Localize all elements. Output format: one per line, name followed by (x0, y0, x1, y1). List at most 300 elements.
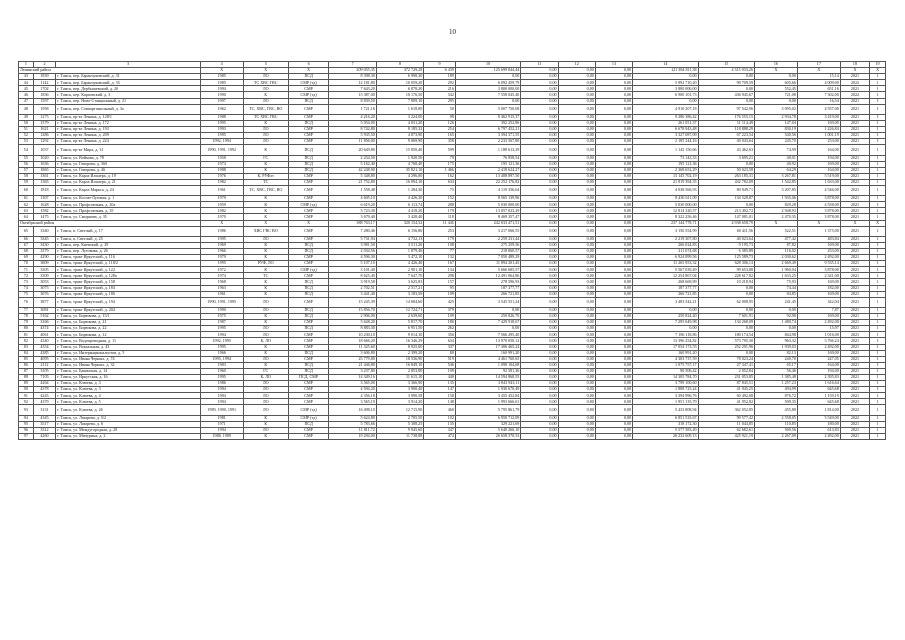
table-cell: 216 (424, 86, 456, 92)
table-cell: 9 286 386,42 (633, 114, 698, 120)
table-cell: 0,00 (595, 242, 632, 248)
table-cell: 3 565,19 (329, 399, 376, 405)
table-cell: 4385 (33, 350, 56, 356)
table-cell: 69 (19, 255, 34, 261)
table-cell: 12 814 320,57 (633, 208, 698, 214)
table-cell: 0,00 (521, 320, 558, 326)
table-cell: ЛО (243, 381, 288, 387)
table-cell: К (243, 285, 288, 291)
section-total-cell: 121 384 811,38 (633, 68, 698, 74)
table-cell: 109 (424, 368, 456, 374)
table-cell: ЛО (243, 326, 288, 332)
table-cell: 1963 (200, 285, 243, 291)
table-cell: 2022 (840, 80, 869, 86)
table-cell: СМР (288, 139, 329, 145)
section-total-cell: 372 729,28 (376, 68, 423, 74)
section-total-cell: X (243, 220, 288, 226)
table-cell: 3 878,00 (797, 196, 840, 202)
section-total-cell: X (870, 220, 886, 226)
table-cell: г. Томск, ул. Карла Ильмера, д. 19 (56, 173, 201, 179)
table-cell: 99 577,42 (698, 415, 754, 421)
table-cell: 118 (424, 214, 456, 220)
table-cell: 2 906,00 (329, 314, 376, 320)
table-cell: 0,00 (558, 120, 595, 126)
table-cell: 53 (19, 139, 34, 145)
table-cell: 1 188 613,29 (455, 145, 520, 155)
table-cell: 3 224,00 (376, 114, 423, 120)
table-cell: 0,00 (698, 86, 754, 92)
table-cell: 40 043,64 (698, 139, 754, 145)
table-cell: 4 461 760,65 (455, 356, 520, 362)
table-cell: 2021 (840, 393, 869, 399)
header-cell: 2 (33, 62, 56, 68)
table-cell: 93 (19, 405, 34, 415)
table-cell: 187 377,77 (633, 285, 698, 291)
table-cell: 0,00 (558, 320, 595, 326)
table-cell: СМР (288, 179, 329, 185)
table-cell: 292 (424, 80, 456, 86)
table-cell: 2021 (840, 114, 869, 120)
section-total-cell: X (797, 68, 840, 74)
table-cell: ПСД (288, 167, 329, 173)
table-cell: 0,00 (521, 374, 558, 380)
section-total-cell: X (754, 220, 797, 226)
table-cell: 0,00 (595, 167, 632, 173)
table-cell: 0,00 (595, 139, 632, 145)
table-cell: 13 408 897,50 (455, 173, 520, 179)
table-cell: г. Томск, пер. Баранчуковский, д. 31 (56, 74, 201, 80)
table-cell: г. Томск, тракт Иркутский, д. 116 (56, 255, 201, 261)
table-cell: г. Томск, ул. Профсоюзная, д. 35 (56, 208, 201, 214)
table-cell: СМР (288, 255, 329, 261)
table-cell: 2021 (840, 185, 869, 195)
table-cell: 96 (19, 427, 34, 433)
table-cell: 3 419,00 (797, 114, 840, 120)
table-cell: 0,00 (521, 297, 558, 307)
table-cell: 605,66 (754, 80, 797, 86)
table-cell: 0,00 (595, 127, 632, 133)
table-cell: 0,00 (595, 415, 632, 421)
table-cell: ПСД (288, 368, 329, 374)
table-cell: 2021 (840, 214, 869, 220)
table-cell: 86 (19, 362, 34, 368)
table-cell: 41 945,25 (698, 387, 754, 393)
table-cell: 0,00 (595, 320, 632, 326)
table-cell: 11 044,85 (698, 421, 754, 427)
table-cell: 2021 (840, 127, 869, 133)
table-cell: 0,00 (558, 173, 595, 179)
table-cell: 49 (19, 114, 34, 120)
table-cell: 275 259,56 (455, 242, 520, 248)
table-cell: 62 008,95 (698, 297, 754, 307)
table-cell: 74,99 (754, 145, 797, 155)
table-cell: ГС (243, 155, 288, 161)
table-cell: 6 678 943,48 (633, 127, 698, 133)
table-cell: 4260 (33, 433, 56, 439)
table-cell: 169,00 (797, 279, 840, 285)
table-cell: 1994 (200, 427, 243, 433)
table-cell: 2021 (840, 173, 869, 179)
table-cell: К (243, 202, 288, 208)
table-cell: 1988 (200, 167, 243, 173)
table-cell: г. Томск, ул. Вокзальная, д. 43 (56, 344, 201, 350)
table-cell: 2021 (840, 285, 869, 291)
table-cell: 157 (424, 279, 456, 285)
table-cell: 1979 (200, 196, 243, 202)
section-total-cell: X (840, 220, 869, 226)
table-cell: 20 649,80 (329, 145, 376, 155)
table-cell: 16,54 (797, 98, 840, 104)
table-cell: 1993 (200, 127, 243, 133)
table-cell: 0,00 (521, 226, 558, 236)
table-cell: 44 (19, 80, 34, 86)
table-cell: г. Томск, пр-кт Ленина, д. 172 (56, 120, 201, 126)
table-cell: 1 (870, 314, 886, 320)
table-cell: 0,00 (698, 74, 754, 80)
table-cell: 6 156,86 (376, 226, 423, 236)
table-cell: 169,00 (797, 242, 840, 248)
table-cell: 1962 (200, 104, 243, 114)
table-cell: 1 (870, 161, 886, 167)
table-cell: К (243, 255, 288, 261)
table-cell: 522,51 (754, 226, 797, 236)
table-cell: 347 (424, 427, 456, 433)
table-cell: 2 853,80 (376, 368, 423, 374)
table-cell: 0,00 (558, 155, 595, 161)
table-cell: 64 (19, 214, 34, 220)
table-cell: 4378 (33, 387, 56, 393)
table-cell: 0,00 (558, 226, 595, 236)
table-cell: 2021 (840, 98, 869, 104)
table-cell: 247,05 (797, 356, 840, 362)
table-cell: 509,35 (754, 399, 797, 405)
header-cell: 14 (633, 62, 698, 68)
table-cell: 2 418 624,27 (455, 167, 520, 173)
table-cell: 1 951 135,79 (633, 399, 698, 405)
table-cell: г. Томск, ул. Бирюкова, д. 21 (56, 320, 201, 326)
table-cell: 0,00 (558, 249, 595, 255)
table-cell: 8 839,50 (329, 98, 376, 104)
table-cell: 1286 (33, 133, 56, 139)
table-cell: 1 (870, 261, 886, 267)
table-cell: 3 511,20 (376, 242, 423, 248)
table-cell: 1 (870, 267, 886, 273)
table-cell: 3312 (33, 427, 56, 433)
table-cell: 1 930 670,49 (455, 387, 520, 393)
table-cell: г. Томск, ул. Лазарева, д. 5/2 (56, 415, 201, 421)
table-cell: 55 (19, 155, 34, 161)
table-cell: 3 207,85 (754, 185, 797, 195)
table-cell: 1971 (200, 421, 243, 427)
table-cell: ПСД (288, 326, 329, 332)
table-cell: 6 619,20 (329, 202, 376, 208)
table-cell: 1597 (33, 98, 56, 104)
table-cell: 56 (19, 161, 34, 167)
table-cell: 5 519,00 (797, 173, 840, 179)
header-cell: 6 (288, 62, 329, 68)
table-cell: 90 506,42 (633, 368, 698, 374)
table-cell: г. Томск, ул. Клюева, д. 26 (56, 405, 201, 415)
table-cell: 2 341,00 (797, 273, 840, 279)
table-cell: 0,00 (595, 362, 632, 368)
table-cell: 1 (870, 307, 886, 313)
table-cell: г. Томск, ул. Войкова, д. 78 (56, 155, 201, 161)
table-cell: 4 768,40 (376, 161, 423, 167)
section-total-cell: 4 315 033,26 (698, 68, 754, 74)
table-cell: 2 934,78 (754, 114, 797, 120)
table-cell: 1361 (33, 173, 56, 179)
table-cell: 182,00 (797, 285, 840, 291)
table-cell: г. Томск, ул. Смирнова, д. 35 (56, 214, 201, 220)
table-cell: 0,00 (595, 261, 632, 267)
table-cell: 147 (424, 387, 456, 393)
table-cell: г. Томск, ул. Мичурина, д. 2 (56, 433, 201, 439)
table-cell: 0,00 (698, 350, 754, 356)
table-cell: 176 555,15 (698, 114, 754, 120)
table-cell: 11 615,10 (376, 374, 423, 380)
table-cell: г. Томск, ул. Междугородная, д. 28 (56, 427, 201, 433)
table-cell: 9 069,90 (376, 139, 423, 145)
table-cell: 0,00 (595, 196, 632, 202)
section-total-cell: 125 699 844,44 (455, 68, 520, 74)
table-cell: 6 900 101,73 (633, 92, 698, 98)
table-cell: 0,00 (558, 393, 595, 399)
table-cell: 0,00 (558, 145, 595, 155)
table-cell: 2 901,10 (376, 267, 423, 273)
table-cell: 1 (870, 133, 886, 139)
table-cell: 85 (19, 356, 34, 362)
table-cell: 358 (424, 139, 456, 145)
table-cell: 2021 (840, 297, 869, 307)
table-cell: 11 114,49 (698, 120, 754, 126)
table-cell: г. Томск, ул. Интернационалистов, д. 5 (56, 350, 201, 356)
table-cell: 169,00 (797, 120, 840, 126)
table-cell: 3430 (33, 242, 56, 248)
table-cell: К, РУФлт (243, 173, 288, 179)
table-cell: 5 054,00 (329, 120, 376, 126)
section-title: Ленинский район (19, 68, 201, 74)
table-cell: 1621 (33, 127, 56, 133)
table-cell: 552,45 (754, 86, 797, 92)
table-cell: 7 302,00 (797, 92, 840, 98)
table-cell: 0,00 (558, 350, 595, 356)
table-cell: 2 492,00 (797, 344, 840, 350)
table-cell: 0,00 (521, 161, 558, 167)
table-cell: 1 920,50 (376, 155, 423, 161)
table-cell: г. Томск, пер. Дербышевский, д. 20 (56, 86, 201, 92)
table-cell: 0,00 (595, 381, 632, 387)
table-cell: 0,00 (558, 297, 595, 307)
table-cell: СМР (288, 208, 329, 214)
table-cell: 0,00 (521, 208, 558, 214)
table-cell: 10 176,50 (376, 92, 423, 98)
table-cell: 0,00 (698, 98, 754, 104)
table-cell: 116,02 (754, 249, 797, 255)
table-cell: 11 738,88 (376, 433, 423, 439)
table-cell: 0,00 (521, 127, 558, 133)
table-cell: 254 (424, 127, 456, 133)
table-cell: 0,00 (558, 279, 595, 285)
table-cell: 7 809,10 (376, 98, 423, 104)
table-cell: 0,00 (595, 179, 632, 185)
table-cell: 0,00 (558, 167, 595, 173)
table-cell: 0,00 (595, 80, 632, 86)
table-cell: 1 (870, 173, 886, 179)
table-cell: К (243, 415, 288, 421)
table-cell: 52 (19, 133, 34, 139)
table-cell: 0,00 (455, 326, 520, 332)
table-cell: г. Томск, пер. Совпартшкольный, д. 3а (56, 104, 201, 114)
table-cell: 5 992 710,20 (633, 80, 698, 86)
table-cell: 0,00 (595, 249, 632, 255)
table-cell: 8 322 256,46 (633, 214, 698, 220)
table-cell: 3 394 996,76 (633, 393, 698, 399)
table-cell: 41 952,82 (698, 399, 754, 405)
table-cell: г. Томск, тракт Иркутский, д. 204 (56, 307, 201, 313)
table-cell: 0,00 (633, 98, 698, 104)
section-total-cell: 209 055,35 (329, 68, 376, 74)
table-cell: К (243, 242, 288, 248)
table-cell: 266 024,83 (633, 242, 698, 248)
table-cell: 40,92 (754, 161, 797, 167)
table-cell: К (243, 314, 288, 320)
table-cell: 1981 (200, 415, 243, 421)
table-cell: 6 797 452,21 (455, 127, 520, 133)
table-cell: г. Томск, пер. Ново-Станционный, д. 21 (56, 98, 201, 104)
table-cell: 3105 (33, 368, 56, 374)
table-cell: 134 (424, 267, 456, 273)
table-cell: 1702 (33, 86, 56, 92)
table-cell: 1994 (200, 332, 243, 338)
table-cell: 5 731,94 (329, 236, 376, 242)
table-cell: 2021 (840, 120, 869, 126)
table-cell: 2021 (840, 236, 869, 242)
table-cell: 1960 (200, 368, 243, 374)
table-cell: 50 023,58 (698, 167, 754, 173)
table-cell: 213 402,72 (698, 208, 754, 214)
table-cell: 67 223,54 (698, 133, 754, 139)
table-cell: 477,42 (754, 236, 797, 242)
table-cell: 1 993 666,61 (455, 399, 520, 405)
table-cell: 3340 (33, 226, 56, 236)
table-cell: 0,00 (521, 133, 558, 139)
table-cell: 18 536,90 (376, 356, 423, 362)
section-total-cell: X (840, 68, 869, 74)
header-cell: 12 (558, 62, 595, 68)
table-cell: 318 172,30 (633, 421, 698, 427)
table-cell: 0,00 (558, 381, 595, 387)
table-cell: 75 (424, 185, 456, 195)
table-cell: 1958 (200, 155, 243, 161)
table-cell: 0,00 (558, 273, 595, 279)
table-cell: 8 565 139,96 (455, 196, 520, 202)
table-cell: 21 819 394,35 (633, 179, 698, 185)
table-cell: 2 259 231,44 (455, 236, 520, 242)
table-cell: 94 (19, 415, 34, 421)
table-cell: 16 849,10 (376, 362, 423, 368)
table-cell: 14 684,60 (376, 297, 423, 307)
table-cell: 98 (424, 114, 456, 120)
table-cell: К (243, 362, 288, 368)
table-cell: 0,00 (595, 368, 632, 374)
table-cell: 645,68 (797, 387, 840, 393)
table-cell: 0,00 (521, 356, 558, 362)
table-cell: 5 030 000,00 (633, 202, 698, 208)
section-total-cell: X (870, 68, 886, 74)
table-cell: 17 306 465,24 (455, 344, 520, 350)
table-cell: 21 752,80 (329, 179, 376, 185)
table-cell: 356 (424, 332, 456, 338)
table-cell: 87,82 (754, 242, 797, 248)
table-cell: 0,00 (595, 208, 632, 214)
table-cell: СМР (288, 226, 329, 236)
table-cell: 58 (19, 173, 34, 179)
table-cell: 97 542,96 (698, 104, 754, 114)
section-total-cell: X (200, 220, 243, 226)
table-cell: 0,00 (595, 273, 632, 279)
table-cell: 95 (19, 421, 34, 427)
table-cell: 3 183,56 (376, 291, 423, 297)
table-cell: 65 (19, 226, 34, 236)
table-cell: 0,00 (595, 427, 632, 433)
table-cell: 0,00 (521, 98, 558, 104)
table-cell: 57 (19, 167, 34, 173)
table-cell: 4 031,20 (376, 120, 423, 126)
table-cell: 4290 (33, 255, 56, 261)
table-cell: 2021 (840, 326, 869, 332)
table-cell: 253 (424, 226, 456, 236)
table-cell: 1 (870, 291, 886, 297)
table-cell: СМР (тд) (288, 267, 329, 273)
table-cell: 3 625,83 (376, 279, 423, 285)
table-cell: 1 (870, 427, 886, 433)
table-cell: 4 009,00 (797, 80, 840, 86)
table-cell: 0,00 (558, 261, 595, 267)
table-cell: СМР (288, 214, 329, 220)
table-cell: 72 (19, 273, 34, 279)
table-cell: 40 023,64 (698, 236, 754, 242)
table-cell: 721,08 (754, 92, 797, 98)
table-cell: 1 (870, 120, 886, 126)
table-cell: 261 051,37 (633, 120, 698, 126)
table-cell: 0,00 (521, 368, 558, 374)
table-cell: г. Томск, пер. Карповский, д. 3 (56, 92, 201, 98)
table-cell: 0,00 (521, 326, 558, 332)
table-cell: 1983 (200, 362, 243, 368)
table-cell: 0,00 (521, 291, 558, 297)
table-cell: 1995 (200, 326, 243, 332)
table-cell: 91 (19, 393, 34, 399)
table-cell: ЛО (243, 427, 288, 433)
section-total-cell: 6 439 (424, 68, 456, 74)
table-cell: 89 (19, 381, 34, 387)
table-cell: 2 185 244,16 (633, 139, 698, 145)
table-cell: 1582 (33, 208, 56, 214)
table-cell: 73 (19, 279, 34, 285)
table-cell: 92,98 (754, 314, 797, 320)
table-cell: 5 624,80 (329, 415, 376, 421)
table-cell: ТС (243, 273, 288, 279)
table-cell: 0,00 (558, 285, 595, 291)
table-cell: 61 (19, 196, 34, 202)
table-cell: 78 (19, 314, 34, 320)
table-cell: 0,00 (595, 161, 632, 167)
table-cell: 0,00 (595, 202, 632, 208)
header-cell: 7 (329, 62, 376, 68)
table-cell: 81 (19, 332, 34, 338)
table-cell: г. Томск, ул. Клюева, д. 3 (56, 387, 201, 393)
table-cell: 108 (424, 242, 456, 248)
